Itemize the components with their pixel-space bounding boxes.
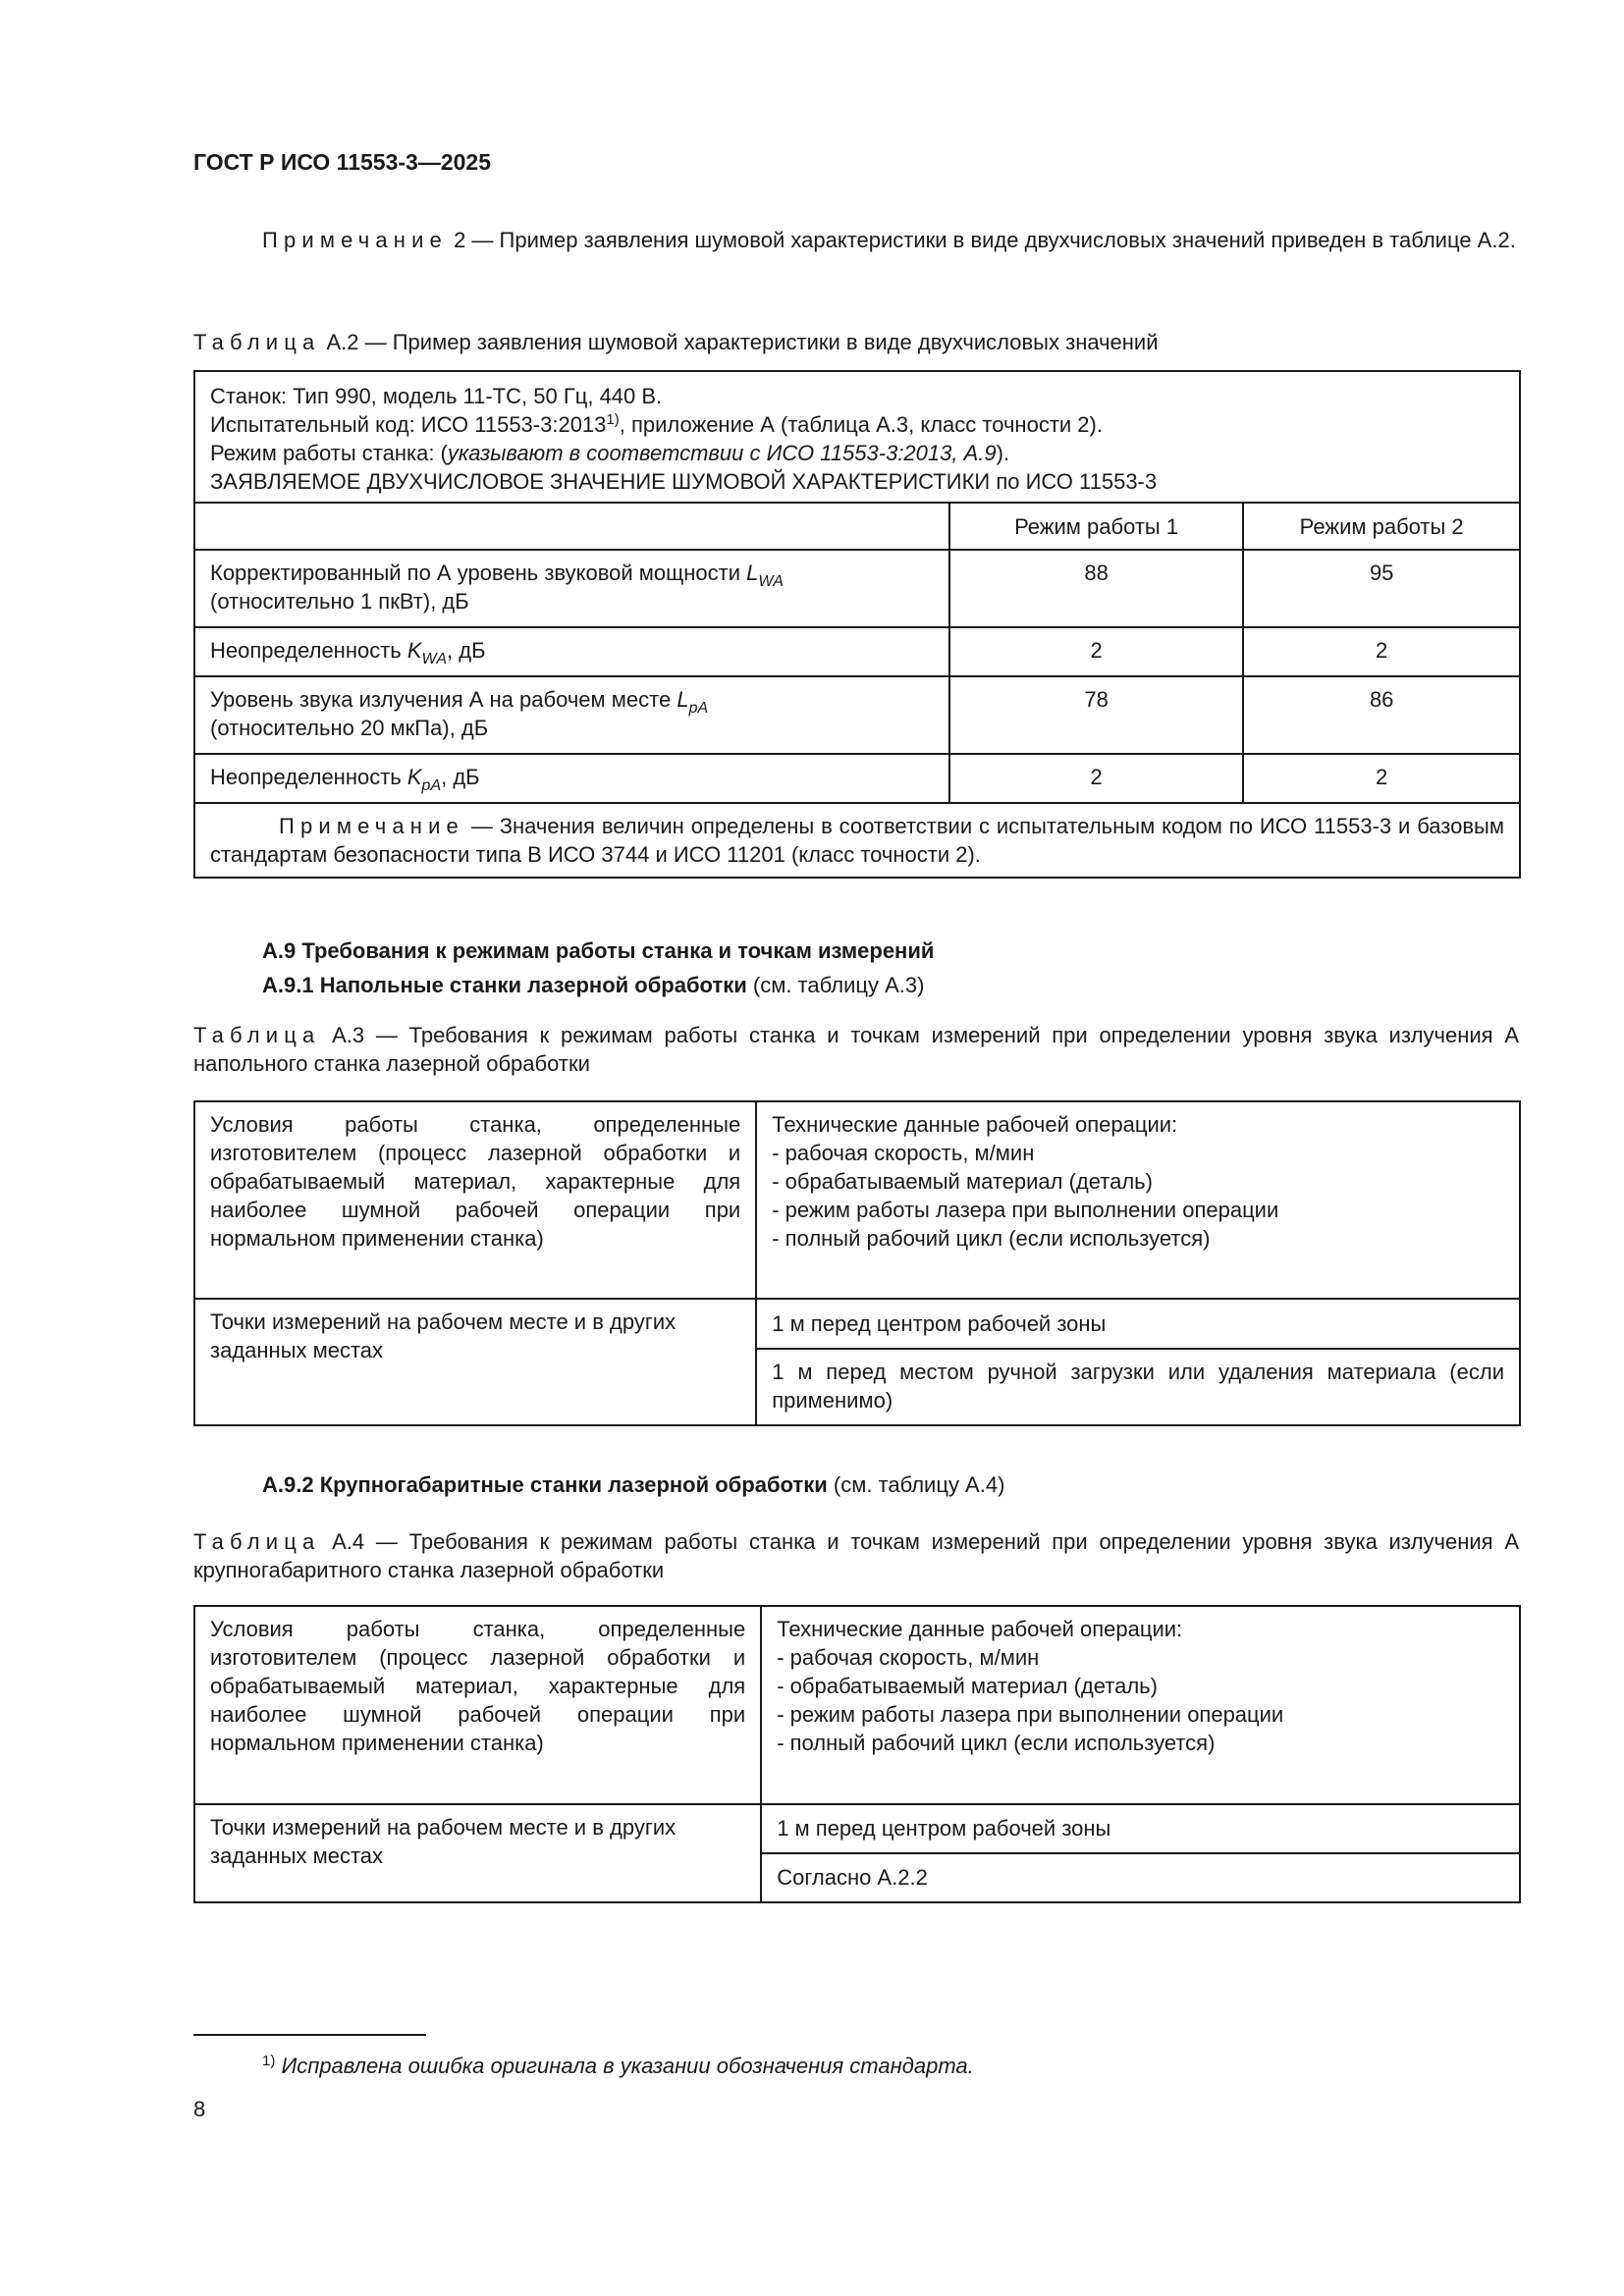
measurement-point-2: 1 м перед местом ручной загрузки или удаления материала (если применимо) xyxy=(756,1349,1520,1425)
machine-line: Станок: Тип 990, модель 11-TC, 50 Гц, 440 В. xyxy=(210,384,663,408)
caption-text: А.3 — Требования к режимам работы станка и точкам измерений при определении уровня звука излучения А напольного станка лазерной обработки xyxy=(193,1023,1519,1076)
col-header-mode-1: Режим работы 1 xyxy=(949,503,1244,550)
caption-label: Таблица xyxy=(193,1529,321,1554)
table-a2-info xyxy=(194,371,1520,503)
table-row xyxy=(194,754,1520,803)
table-a4-caption xyxy=(193,1527,1519,1584)
measurement-point-1: 1 м перед центром рабочей зоны xyxy=(756,1299,1520,1349)
measurement-points-cell: Точки измерений на рабочем месте и в других заданных местах xyxy=(194,1804,761,1902)
value-mode-1: 2 xyxy=(949,754,1244,803)
row-label: Уровень звука излучения А на рабочем месте $L_{pA}$ (относительно 20 мкПа), дБ xyxy=(194,676,949,754)
technical-data-cell: Технические данные рабочей операции: - рабочая скорость, м/мин - обрабатываемый материал (деталь) - режим работы лазера при выполнении операции - полный рабочий цикл (если используется) xyxy=(756,1101,1520,1299)
table-a2 xyxy=(193,370,1521,879)
caption-text: А.2 — Пример заявления шумовой характеристики в виде двухчисловых значений xyxy=(320,330,1159,354)
col-header-mode-2: Режим работы 2 xyxy=(1243,503,1520,550)
value-mode-2: 86 xyxy=(1243,676,1520,754)
value-mode-2: 95 xyxy=(1243,550,1520,627)
list-item: - полный рабочий цикл (если используется) xyxy=(772,1226,1211,1251)
conditions-cell: Условия работы станка, определенные изготовителем (процесс лазерной обработки и обрабатываемый материал, характерные для наиболее шумной рабочей операции при нормальном применении станка) xyxy=(194,1606,761,1804)
table-row xyxy=(194,627,1520,676)
table-a3 xyxy=(193,1100,1521,1426)
value-mode-1: 88 xyxy=(949,550,1244,627)
table-row xyxy=(194,676,1520,754)
technical-data-cell: Технические данные рабочей операции: - рабочая скорость, м/мин - обрабатываемый материал (деталь) - режим работы лазера при выполнении операции - полный рабочий цикл (если используется) xyxy=(761,1606,1520,1804)
table-row xyxy=(194,550,1520,627)
measurement-points-cell: Точки измерений на рабочем месте и в других заданных местах xyxy=(194,1299,756,1425)
list-item: - полный рабочий цикл (если используется) xyxy=(777,1731,1216,1755)
row-label: Неопределенность $K_{pA}$, дБ xyxy=(194,754,949,803)
test-code-line: Испытательный код: ИСО 11553-3:2013$^{1)}$, приложение А (таблица А.3, класс точности 2). xyxy=(210,411,1103,437)
value-mode-2: 2 xyxy=(1243,754,1520,803)
caption-label: Таблица xyxy=(193,1023,321,1047)
note-2 xyxy=(193,226,1519,254)
list-item: - режим работы лазера при выполнении операции xyxy=(772,1198,1279,1222)
list-item: - рабочая скорость, м/мин xyxy=(772,1141,1035,1165)
list-item: - обрабатываемый материал (деталь) xyxy=(777,1674,1158,1698)
document-header: ГОСТ Р ИСО 11553-3—2025 xyxy=(193,149,491,175)
value-mode-1: 2 xyxy=(949,627,1244,676)
section-a91-title: А.9.1 Напольные станки лазерной обработки (см. таблицу А.3) xyxy=(262,973,925,997)
list-item: - режим работы лазера при выполнении операции xyxy=(777,1702,1284,1727)
table-a4 xyxy=(193,1605,1521,1903)
measurement-point-2: Согласно А.2.2 xyxy=(761,1853,1520,1902)
header-empty-cell xyxy=(194,503,949,550)
caption-text: А.4 — Требования к режимам работы станка и точкам измерений при определении уровня звука излучения А крупногабаритного станка лазерной обработки xyxy=(193,1529,1519,1582)
note-label: Примечание xyxy=(262,228,448,252)
declared-value-line: ЗАЯВЛЯЕМОЕ ДВУХЧИСЛОВОЕ ЗНАЧЕНИЕ ШУМОВОЙ ХАРАКТЕРИСТИКИ по ИСО 11553-3 xyxy=(210,469,1158,494)
list-item: - рабочая скорость, м/мин xyxy=(777,1645,1040,1670)
section-a9-title: А.9 Требования к режимам работы станка и точкам измерений xyxy=(262,938,935,963)
conditions-cell: Условия работы станка, определенные изготовителем (процесс лазерной обработки и обрабатываемый материал, характерные для наиболее шумной рабочей операции при нормальном применении станка) xyxy=(194,1101,756,1299)
mode-line: Режим работы станка: (указывают в соответствии с ИСО 11553-3:2013, А.9). xyxy=(210,441,1010,465)
list-item: - обрабатываемый материал (деталь) xyxy=(772,1169,1153,1194)
note-label: Примечание xyxy=(279,814,464,838)
table-a2-note xyxy=(194,803,1520,878)
note-text: — Значения величин определены в соответствии с испытательным кодом по ИСО 11553-3 и базовым стандартам безопасности типа В ИСО 3744 и ИСО 11201 (класс точности 2). xyxy=(210,814,1504,867)
row-label: Корректированный по А уровень звуковой мощности $L_{WA}$ (относительно 1 пкВт), дБ xyxy=(194,550,949,627)
page-number: 8 xyxy=(193,2097,206,2121)
value-mode-1: 78 xyxy=(949,676,1244,754)
table-a3-caption xyxy=(193,1021,1519,1078)
value-mode-2: 2 xyxy=(1243,627,1520,676)
table-a2-caption xyxy=(193,328,1519,356)
note-text: 2 — Пример заявления шумовой характеристики в виде двухчисловых значений приведен в таблице А.2. xyxy=(447,228,1516,252)
footnote-divider xyxy=(193,2034,426,2036)
caption-label: Таблица xyxy=(193,330,321,354)
measurement-point-1: 1 м перед центром рабочей зоны xyxy=(761,1804,1520,1853)
row-label: Неопределенность $K_{WA}$, дБ xyxy=(194,627,949,676)
section-a92-title: А.9.2 Крупногабаритные станки лазерной обработки (см. таблицу А.4) xyxy=(262,1472,1005,1497)
footnote: $^{1)}$ Исправлена ошибка оригинала в указании обозначения стандарта. xyxy=(262,2053,974,2078)
